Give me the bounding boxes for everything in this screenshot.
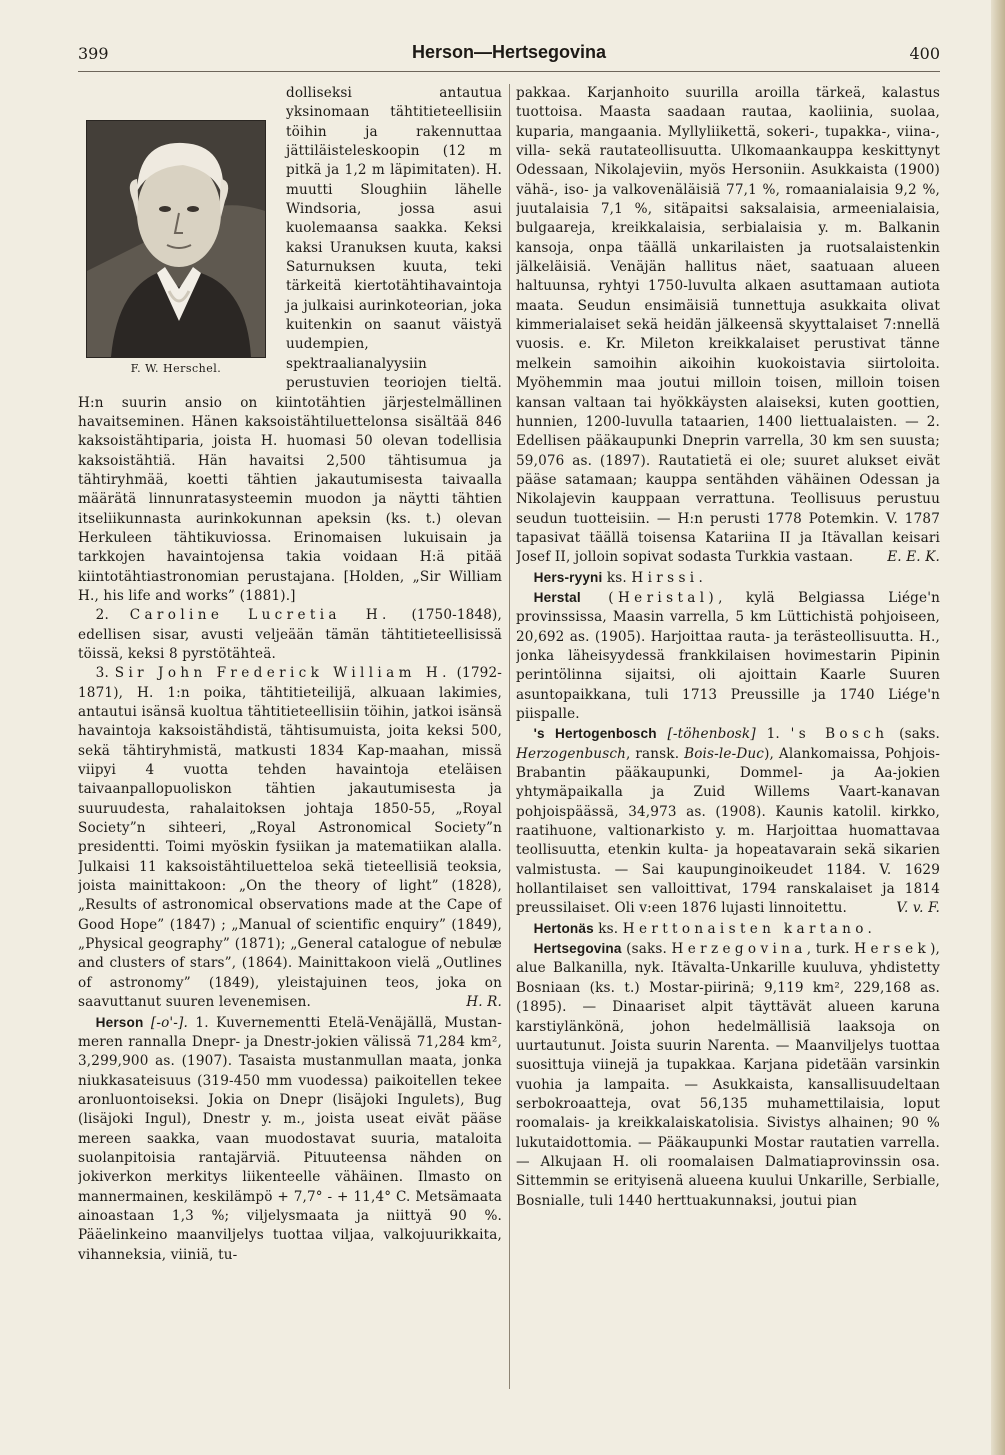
entry-text: , ransk.: [626, 745, 685, 762]
page-edge: [991, 0, 1005, 1455]
entry-hertogenbosch: [516, 724, 940, 918]
entry-headword: Herstal: [533, 589, 581, 605]
herschel-portrait-image: [86, 120, 266, 358]
header-rule: [78, 71, 940, 72]
alternate-name: 's Bosch: [790, 726, 889, 743]
entry-name: Sir John Frederick William H.: [114, 665, 451, 682]
entry-text: (saks.: [888, 726, 940, 743]
portrait-caption: F. W. Herschel.: [130, 361, 222, 375]
right-column: [516, 84, 940, 1394]
entry-text: ks.: [602, 569, 632, 586]
author-signature: H. R.: [466, 994, 502, 1011]
entry-text: ks.: [593, 920, 623, 937]
entry-herstal: [516, 588, 940, 724]
running-title: Herson—Hertsegovina: [411, 42, 607, 62]
entry-herson: [78, 1013, 502, 1265]
entry-john-herschel: [78, 664, 502, 1012]
column-divider: [509, 84, 510, 1389]
entry-number: 3.: [95, 665, 109, 682]
author-signature: E. E. K.: [887, 549, 940, 566]
entry-number: 1.: [755, 726, 791, 743]
portrait-figure: [78, 120, 274, 382]
entry-text: (1792-1871), H. 1:n poika, tähtitieteilijä, alkuaan lakimies, antautui isänsä kuoltua tähtitieteellisiin töihin, jatkoi isänsä havaintoja kaksoistähdistä, tähtisumuista, joita keksi 500, sekä tähtiryhmistä, matkusti 1834 Kap-maahan, missä viipyi 4 vuotta tehden havaintoja eteläisen taivaanpallopuoliskon tähtien jakautumisesta ja suuruudesta, rahalaitoksen johtaja 1850-55, „Royal Society”n sihteeri, „Royal Astronomical Society”n presidentti. Toimi myöskin fysiikan ja matematiikan alalla. Julkaisi 11 kaksoistähtiluetteloa sekä tieteellisiä teoksia, joista mainittakoon: „On the theory of light” (1828), „Results of astronomical observations made at the Cape of Good Hope” (1847) ; „Manual of scientific enquiry” (1849), „Physical geography” (1871); „General catalogue of nebulæ and clusters of stars”, (1864). Mainittakoon vielä „Outlines of astronomy” (1849), yleistajuinen teos, joka on saavuttanut suuren levenemisen.: [78, 665, 502, 1011]
entry-headword: Hertsegovina: [533, 941, 622, 957]
cross-reference: Herttonaisten kartano.: [622, 920, 877, 937]
entry-hertonas: [516, 919, 940, 939]
alternate-name: (Heristal): [580, 589, 719, 606]
herson-article-continued: [516, 84, 940, 568]
entry-hertsegovina: [516, 939, 940, 1211]
author-signature: V. v. F.: [896, 900, 940, 917]
entry-name: Caroline Lucretia H.: [129, 607, 391, 624]
french-name: Bois-le-Duc: [684, 745, 765, 762]
entry-headword: Hertonäs: [533, 920, 594, 936]
entry-number: 2.: [95, 607, 109, 624]
herschel-article-continued: dolliseksi antautua yksinomaan tähtitieteellisiin töihin ja rakennuttaa jättiläisteleskoopin (12 m pitkä ja 1,2 m läpimitaten). H. muutti Sloughiin lähelle Windsoria, jossa asui kuolemaansa saakka. Keksi kaksi Uranuksen kuuta, kaksi Saturnuksen kuuta, teki tärkeitä kiertotähtihavaintoja ja julkaisi aurinkoteorian, joka kuitenkin on saanut väistyä uudempien, spektraalianalyysiin perustuvien teoriojen tieltä. H:n suurin ansio on kiintotähtien järjestelmällinen havaitseminen. Hänen kaksoistähtiluettelonsa sisältää 846 kaksoistähtiparia, joista H. huomasi 50 olevan todellisia kaksoistähtiä. Hän havaitsi 2,500 tähtisumua ja tähtiryhmää, koetti tähtien jakautumisesta taivaalla määrätä linnunratasysteemin muodon ja näytti tähtien itseliikunnasta aurinkokunnan apeksin (ks. t.) olevan Herkuleen tähtikuviossa. Erinomaisen lukuisain ja tarkkojen havaintojensa takia voidaan H:ä pitää kiintotähtiastronomian perustajana. [Holden, „Sir William H., his life and works” (1881).]: [78, 85, 502, 604]
entry-headword: Herson: [95, 1014, 144, 1030]
entry-text: (1750-1848), edellisen sisar, avusti veljeään tämän tähtitieteellisissä töissä, keksi 8 pyrstötähteä.: [78, 607, 502, 662]
entry-headword: Hers-ryyni: [533, 569, 603, 585]
entry-text: pakkaa. Karjanhoito suurilla aroilla tärkeä, kalastus tuottoisa. Maasta saadaan rautaa, kaoliinia, suolaa, kuparia, mangaania. Myllyliikettä, sokeri-, tupakka-, viina-, villa- sekä rautateollisuutta. Ulkomaankauppa keskittynyt Odessaan, Nikolajeviin, myös Hersoniin. Asukkaista (1900) vähä-, iso- ja valkovenäläisiä 77,1 %, romaanialaisia 9,2 %, juutalaisia 7,1 %, sitäpaitsi saksalaisia, armeenialaisia, bulgaareja, kreikkalaisia, serbialaisia y. m. Balkanin kansoja, onpa täällä unkarilaisten ja ruotsalaistenkin jälkeläisiä. Venäjän hallitus näet, saatuaan alueen haltuunsa, ryhtyi 1750-luvulta alkaen asuttamaan autiota maata. Seudun ensimäisiä tunnettuja asukkaita olivat kimmerialaiset sekä heidän jälkeensä skyyttalaiset 7:nnellä vuosis. e. Kr. Mileton kreikkalaiset perustivat tänne melkein samoihin aikoihin kuokoistavia siirtoloita. Myöhemmin maa joutui milloin toisen, milloin toisen kansan valtaan tai hyökkäysten alaiseksi, kuten goottien, hunnien, 1200-luvulla tataarien, 1400 liettualaisten. — 2. Edellisen pääkaupunki Dneprin varrella, 30 km sen suusta; 59,076 as. (1897). Rautatietä ei ole; suuret alukset eivät pääse satamaan; kauppa sentähden vähäinen Odessan ja Nikolajevin kauppaan verrattuna. Teollisuus perustuu seudun tuotteisiin. — H:n perusti 1778 Potemkin. V. 1787 tapasivat täällä toisensa Katariina II ja Itävallan keisari Josef II, jolloin sopivat sodasta Turkkia vastaan.: [516, 85, 940, 566]
german-name: Herzegovina: [671, 941, 807, 958]
entry-text: , kylä Belgiassa Liége'n provinssissa, Maasin varrella, 5 km Lüttichistä pohjoiseen, 20,692 as. (1905). Harjoittaa rauta- ja terästeollisuutta. H., jonka läheisyydessä frankkilaisen hovimestarin Pipinin perintölinna sijaitsi, oli ajoittain Kaarle Suuren asuntopaikkana, tuli 1713 Preussille ja 1740 Liége'n piispalle.: [516, 589, 940, 722]
left-column: [78, 84, 502, 1394]
german-name: Herzogenbusch: [516, 745, 626, 762]
entry-caroline-herschel: [78, 606, 502, 664]
cross-reference: Hirssi.: [631, 569, 708, 586]
entry-text: ), alue Balkanilla, nyk. Itävalta-Unkarille kuuluva, yhdistetty Bosniaan (ks. t.) Mostar-piirinä; 9,119 km², 229,168 as. (1895). — Dinaariset alpit täyttävät alueen karuna karstiylänkönä, johon hedelmällisiä laaksoja on uurtautunut. Joista suurin Narenta. — Maanviljelys tuottaa suosittuja viinejä ja tupakkaa. Karjana pidetään varsinkin vuohia ja lampaita. — Asukkaista, kansallisuudeltaan serbokroaatteja, ovat 56,135 muhamettilaisia, loput roomalais- ja kreikkalaiskatolisia. Sivistys alhainen; 90 % lukutaidottomia. — Pääkaupunki Mostar rautatien varrella. — Alkujaan H. oli roomalaisen Dalmatiaprovinssin osa. Sittemmin se erityisenä alueena kuului Unkarille, Serbialle, Bosnialle, tuli 1440 herttuakunnaksi, joutui pian: [516, 941, 940, 1209]
pronunciation: [-o'-].: [143, 1014, 188, 1031]
turkish-name: Hersek: [854, 941, 931, 958]
entry-text: ), Alankomaissa, Pohjois-Brabantin pääkaupunki, Dommel- ja Aa-jokien yhtymäpaikalla ja Zuid Willems Vaart-kanavan pohjoispäässä, 34,973 as. (1908). Kaunis katolil. kirkko, raatihuone, valtionarkisto y. m. Harjoittaa huomattavaa teollisuutta, etenkin kulta- ja hopeatavarain sekä sikarien valmistusta. — Sai kaupunginoikeudet 1184. V. 1629 hollantilaiset sen valloittivat, 1794 ranskalaiset ja 1814 preussilaiset. Oli v:een 1876 lujasti linnoitettu.: [516, 745, 940, 917]
page-header: [78, 38, 940, 72]
page-number-right: 400: [909, 44, 940, 63]
entry-text: 1. Kuvernementti Etelä-Venäjällä, Mustan-meren rannalla Dnepr- ja Dnestr-jokien välissä 71,284 km², 3,299,900 as. (1907). Tasaista mustanmullan maata, jonka niukkasateisuus (319-450 mm vuodessa) paikoitellen tekee aronluontoiseksi. Jokia on Dnepr (lisäjoki Ingulets), Bug (lisäjoki Ingul), Dnestr y. m., joista useat eivät pääse mereen saakka, vaan muodostavat suuria, mataloita suolanpitoisia rantajärviä. Pituuteensa nähden on jokiverkon merkitys liikenteelle vähäinen. Ilmasto on mannermainen, keskilämpö + 7,7° - + 11,4° C. Metsämaata ainoastaan 1,3 %; viljelysmaata ja niittyä 90 %. Pääelinkeino maanviljelys tuottaa viljaa, valkojuurikkaita, vihanneksia, viiniä, tu-: [78, 1014, 502, 1263]
entry-hers-ryyni: [516, 568, 940, 588]
entry-text: (saks.: [621, 941, 672, 958]
page-number-left: 399: [78, 44, 109, 63]
entry-headword: 's Hertogenbosch: [533, 726, 657, 742]
entry-text: , turk.: [806, 941, 855, 958]
pronunciation: [-töhenbosk]: [656, 726, 756, 743]
